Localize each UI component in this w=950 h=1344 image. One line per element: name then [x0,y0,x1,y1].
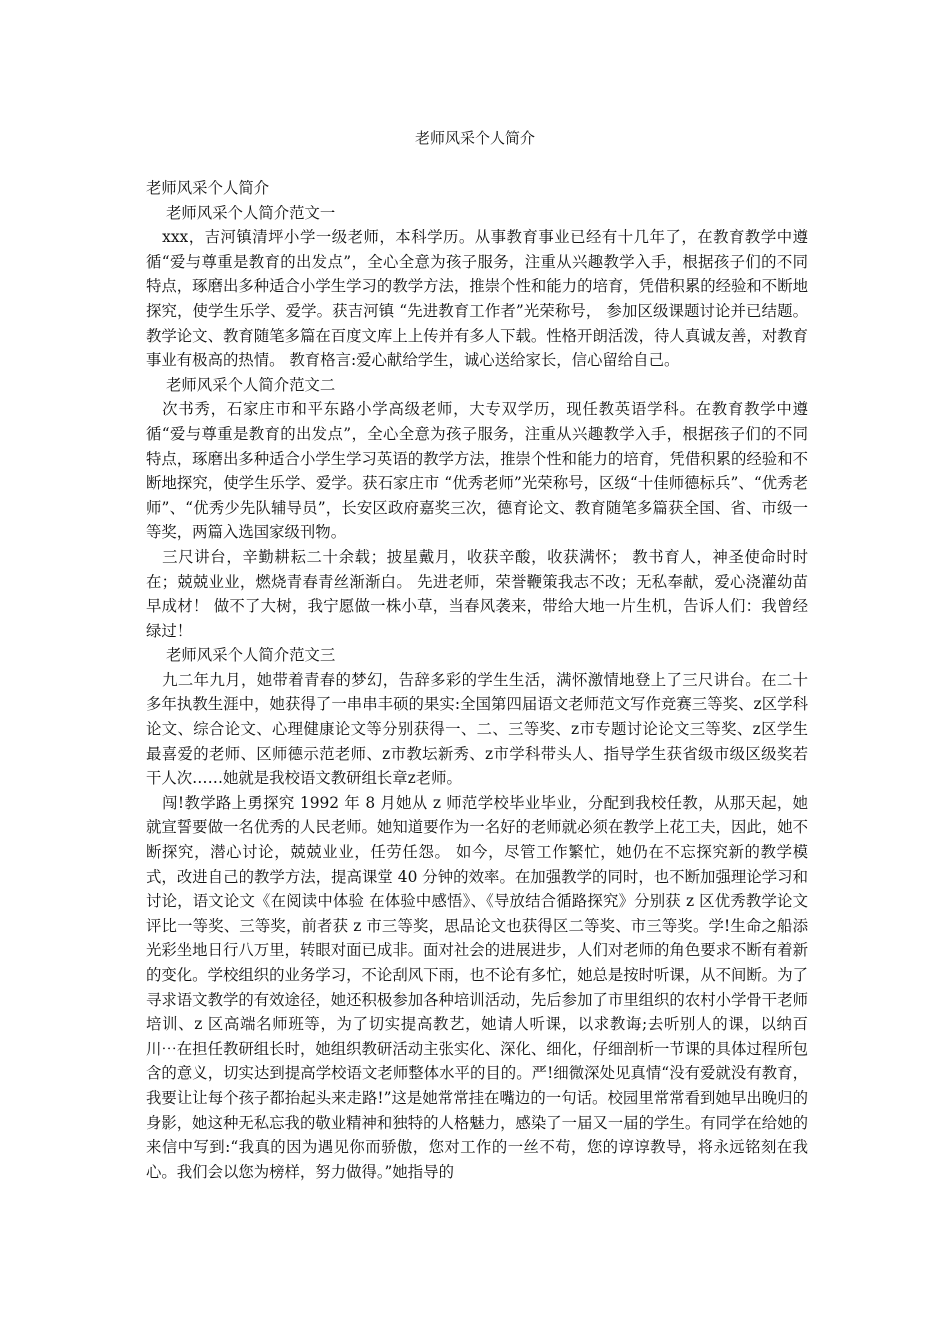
document-title: 老师风采个人简介 [414,129,535,147]
document-body [146,176,808,1184]
main-heading: 老师风采个人简介 [146,179,270,197]
section-3-paragraph-1: 九二年九月，她带着青春的梦幻，告辞多彩的学生生活，满怀激情地登上了三尺讲台。在二十多年执教生涯中，她获得了一串串丰硕的果实:全国第四届语文老师范文写作竞赛三等奖、z区学科论文、综合论文、心理健康论文等分别获得一、二、三等奖、z市专题讨论论文三等奖、z区学生最喜爱的老师、区师德示范老师、z市教坛新秀、z市学科带头人、指导学生获省级市级区级奖若干人次……她就是我校语文教研组长章z老师。 [146,670,808,788]
section-1-heading: 老师风采个人简介范文一 [166,203,336,222]
section-3-heading: 老师风采个人简介范文三 [166,646,336,665]
section-2-paragraph-2: 三尺讲台，辛勤耕耘二十余载；披星戴月，收获辛酸，收获满怀； 教书育人，神圣使命时时在；兢兢业业，燃烧青春青丝渐渐白。 先进老师，荣誉鞭策我志不改；无私奉献，爱心浇灌幼苗早成材！ 做不了大树，我宁愿做一株小草，当春风袭来，带给大地一片生机，告诉人们：我曾经绿过！ [146,547,808,640]
section-2-paragraph-1: 次书秀，石家庄市和平东路小学高级老师，大专双学历，现任教英语学科。在教育教学中遵循“爱与尊重是教育的出发点”，全心全意为孩子服务，注重从兴趣教学入手，根据孩子们的不同特点，琢磨出多种适合小学生学习英语的教学方法，推崇个性和能力的培育，凭借积累的经验和不断地探究，使学生乐学、爱学。获石家庄市 “优秀老师”光荣称号，区级“十佳师德标兵”、“优秀老师”、“优秀少先队辅导员”，长安区政府嘉奖三次，德育论文、教育随笔多篇获全国、省、市级一等奖，两篇入选国家级刊物。 [146,400,808,542]
section-3-paragraph-2: 闯!教学路上勇探究 1992 年 8 月她从 z 师范学校毕业毕业，分配到我校任教，从那天起，她就宣誓要做一名优秀的人民老师。她知道要作为一名好的老师就必须在教学上花工夫，因此，她不断探究，潜心讨论，兢兢业业，任劳任怨。 如今，尽管工作繁忙，她仍在不忘探究新的教学模式，改进自己的教学方法，提高课堂 40 分钟的效率。在加强教学的同时，也不断加强理论学习和讨论，语文论文《在阅读中体验 在体验中感悟》、《导放结合循路探究》分别获 z 区优秀教学论文评比一等奖、三等奖，前者获 z 市三等奖，思品论文也获得区二等奖、市三等奖。学!生命之船添光彩坐地日行八万里，转眼对面已成非。面对社会的进展进步，人们对老师的角色要求不断有着新的变化。学校组织的业务学习，不论刮风下雨，也不论有多忙，她总是按时听课，从不间断。为了寻求语文教学的有效途径，她还积极参加各种培训活动，先后参加了市里组织的农村小学骨干老师培训、z 区高端名师班等，为了切实提高教艺，她请人听课，以求教诲;去听别人的课，以纳百川⋯在担任教研组长时，她组织教研活动主张实化、深化、细化，仔细剖析一节课的具体过程所包含的意义，切实达到提高学校语文老师整体水平的目的。严!细微深处见真情“没有爱就没有教育，我要让让每个孩子都抬起头来走路!”这是她常常挂在嘴边的一句话。校园里常常看到她早出晚归的身影，她这种无私忘我的敬业精神和独特的人格魅力，感染了一届又一届的学生。有同学在给她的来信中写到:“我真的因为遇见你而骄傲，您对工作的一丝不苟，您的谆谆教导，将永远铭刻在我心。我们会以您为榜样，努力做得。”她指导的 [146,793,808,1181]
section-1-paragraph-1: xxx，吉河镇清坪小学一级老师，本科学历。从事教育事业已经有十几年了，在教育教学中遵循“爱与尊重是教育的出发点”，全心全意为孩子服务，注重从兴趣教学入手，根据孩子们的不同特点，琢磨出多种适合小学生学习的教学方法，推崇个性和能力的培育，凭借积累的经验和不断地探究，使学生乐学、爱学。获吉河镇 “先进教育工作者”光荣称号， 参加区级课题讨论并已结题。教学论文、教育随笔多篇在百度文库上上传并有多人下载。性格开朗活泼，待人真诚友善，对教育事业有极高的热情。 教育格言:爱心献给学生，诚心送给家长，信心留给自己。 [146,228,808,370]
section-2-heading: 老师风采个人简介范文二 [166,375,336,394]
